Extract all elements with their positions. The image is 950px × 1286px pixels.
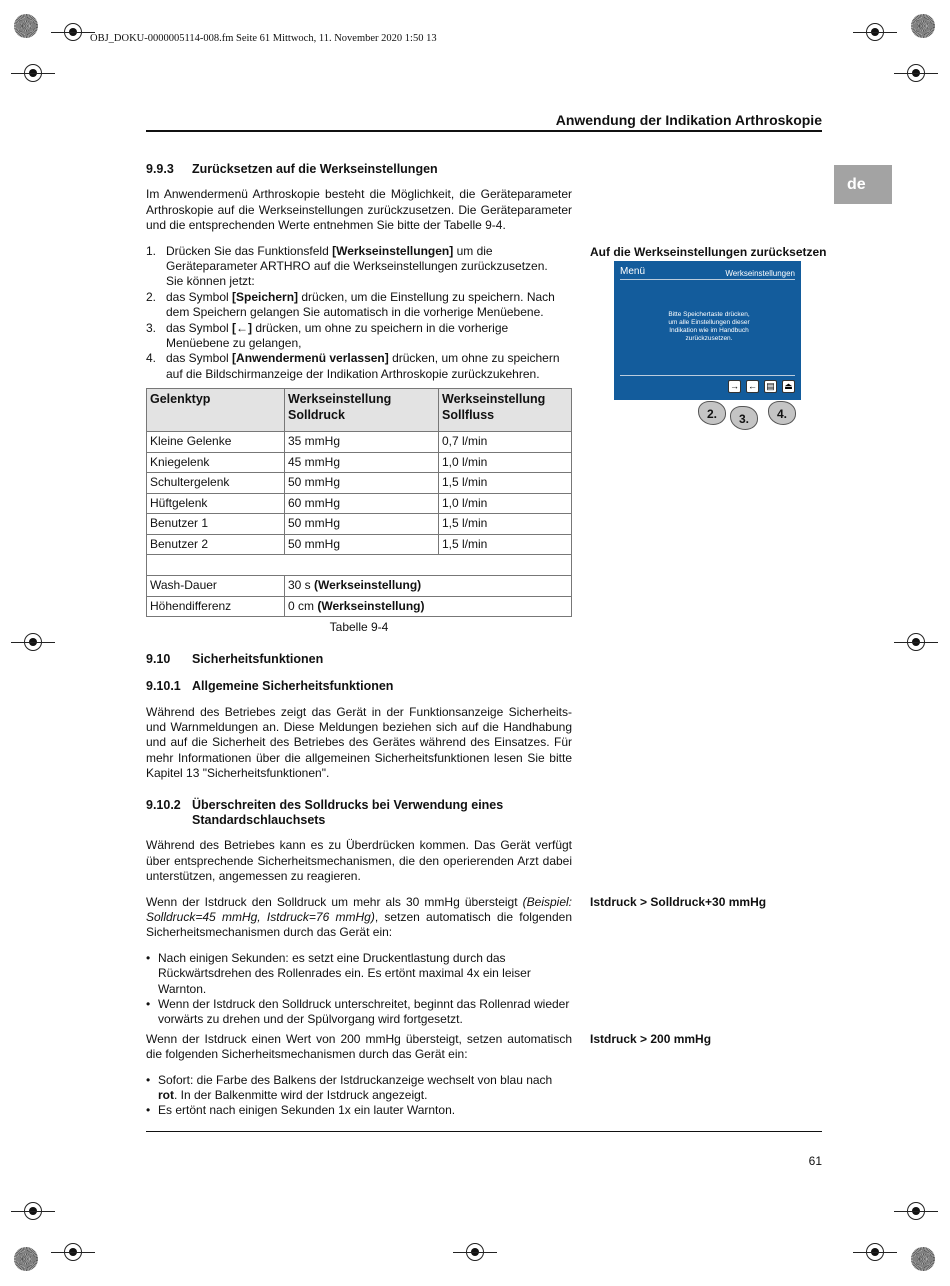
bullet-list (146, 951, 572, 1028)
table-header-row: Gelenktyp Werkseinstellung Solldruck Werkseinstellung Sollfluss (147, 389, 572, 432)
section-9-9-3 (146, 162, 572, 382)
eject-icon[interactable]: ⏏ (782, 380, 795, 393)
list-item: • Es ertönt nach einigen Sekunden 1x ein lauter Warnton. (146, 1103, 456, 1118)
figure-caption: Auf die Werkseinstellungen zurücksetzen (590, 245, 827, 259)
table-row: Wash-Dauer 30 s (Werkseinstellung) (147, 576, 572, 597)
screen-title: Werkseinstellungen (725, 269, 795, 278)
crop-mark (907, 633, 925, 651)
step-item: 4. das Symbol [Anwendermenü verlassen] drücken, um ohne zu speichern auf die Bildschirmanzeige der Indikation Arthroskopie zurückzukehren. (146, 351, 560, 381)
table-row: Höhendifferenz 0 cm (Werkseinstellung) (147, 596, 572, 617)
crop-mark (866, 1243, 884, 1261)
section-heading: 9.10.2 Überschreiten des Solldrucks bei Verwendung eines Standardschlauchsets (146, 797, 504, 827)
running-title: Anwendung der Indikation Arthroskopie (555, 112, 822, 128)
crop-mark (24, 64, 42, 82)
table-row: Schultergelenk 50 mmHg 1,5 l/min (147, 473, 572, 494)
callout-hand-3: 3. (730, 406, 758, 430)
exit-menu-icon[interactable]: → (730, 381, 739, 391)
registration-disk (14, 14, 38, 38)
bullet-list (146, 1073, 572, 1119)
save-icon[interactable]: ▤ (764, 380, 777, 393)
page-number: 61 (808, 1154, 822, 1168)
step-item: 2. das Symbol [Speichern] drücken, um die Einstellung zu speichern. Nach dem Speichern gelangen Sie automatisch in die vorherige Menüebene. (146, 289, 555, 320)
step-item: 1. Drücken Sie das Funktionsfeld [Werkseinstellungen] um die Geräteparameter ARTHRO auf die Werkseinstellungen zurückzusetzen. (146, 243, 548, 274)
side-note: Istdruck > Solldruck+30 mmHg (590, 894, 767, 909)
step-item: Sie können jetzt: (166, 274, 255, 289)
paragraph: Wenn der Istdruck den Solldruck um mehr als 30 mmHg übersteigt (Beispiel: Solldruck=45 mmHg, Istdruck=76 mmHg), setzen automatisch die folgenden Sicherheitsmechanismen durch das Gerät ein: (146, 894, 572, 940)
registration-disk (911, 14, 935, 38)
crop-mark (64, 23, 82, 41)
list-item: • Nach einigen Sekunden: es setzt eine Druckentlastung durch das Rückwärtsdrehen des Rollenrades ein. Es ertönt maximal 4x ein leiser Warnton. (146, 950, 531, 996)
header-rule (146, 130, 822, 132)
section-heading: 9.9.3 Zurücksetzen auf die Werkseinstellungen (146, 162, 438, 176)
crop-mark (866, 23, 884, 41)
paragraph: Während des Betriebes kann es zu Überdrücken kommen. Das Gerät verfügt über entsprechende Sicherheitsmechanismen, die den operierenden Arzt dabei unterstützen, angemessen zu reagieren. (146, 838, 572, 884)
step-list (146, 244, 572, 383)
registration-disk (911, 1247, 935, 1271)
factory-settings-table (146, 388, 572, 617)
footer-rule (146, 1131, 822, 1132)
print-header: OBJ_DOKU-0000005114-008.fm Seite 61 Mittwoch, 11. November 2020 1:50 13 (90, 33, 437, 44)
crop-mark (24, 633, 42, 651)
section-heading: 9.10 Sicherheitsfunktionen (146, 651, 324, 666)
language-tab: de (834, 165, 892, 204)
registration-disk (14, 1247, 38, 1271)
crop-mark (466, 1243, 484, 1261)
table-row: Kleine Gelenke 35 mmHg 0,7 l/min (147, 432, 572, 453)
device-screen (614, 261, 801, 400)
screen-message: Bitte Speichertaste drücken, um alle Einstellungen dieser Indikation wie im Handbuch zurückzusetzen. (668, 311, 750, 342)
step-item: 3. das Symbol [←] drücken, um ohne zu speichern in die vorherige Menüebene zu gelangen, (146, 320, 509, 351)
crop-mark (24, 1202, 42, 1220)
crop-mark (907, 1202, 925, 1220)
list-item: • Wenn der Istdruck den Solldruck unterschreitet, beginnt das Rollenrad wieder vorwärts zu drehen und der Spülvorgang wird fortgesetzt. (146, 997, 570, 1027)
side-note: Istdruck > 200 mmHg (590, 1031, 712, 1046)
section-heading: 9.10.1 Allgemeine Sicherheitsfunktionen (146, 679, 394, 694)
callout-hand-2: 2. (698, 401, 726, 425)
table-row: Benutzer 2 50 mmHg 1,5 l/min (147, 534, 572, 555)
intro-paragraph: Im Anwendermenü Arthroskopie besteht die Möglichkeit, die Geräteparameter Arthroskopie auf die Werkseinstellungen zurückzusetzen. Die Geräteparameter und die entsprechenden Werte entnehmen Sie bitte der Tabelle 9-4. (146, 187, 572, 233)
back-arrow-icon[interactable]: ← (748, 381, 757, 391)
paragraph: Während des Betriebes zeigt das Gerät in der Funktionsanzeige Sicherheits- und Warnmeldungen an. Diese Meldungen beziehen sich auf die Handhabung und auf die Sicherheit des Betriebes des Gerätes während des Einsatzes. Für mehr Informationen über die allgemeinen Sicherheitsfunktionen lesen Sie bitte Kapitel 13 "Sicherheitsfunktionen". (146, 704, 572, 781)
list-item: • Sofort: die Farbe des Balkens der Istdruckanzeige wechselt von blau nach rot. In der Balkenmitte wird der Istdruck angezeigt. (146, 1072, 553, 1103)
crop-mark (907, 64, 925, 82)
table-row: Hüftgelenk 60 mmHg 1,0 l/min (147, 493, 572, 514)
table-row: Kniegelenk 45 mmHg 1,0 l/min (147, 452, 572, 473)
menu-label: Menü (620, 266, 646, 277)
callout-hand-4: 4. (768, 401, 796, 425)
crop-mark (64, 1243, 82, 1261)
table-caption: Tabelle 9-4 (329, 620, 389, 635)
table-row: Benutzer 1 50 mmHg 1,5 l/min (147, 514, 572, 535)
paragraph: Wenn der Istdruck einen Wert von 200 mmHg übersteigt, setzen automatisch die folgenden Sicherheitsmechanismen durch das Gerät ein: (146, 1031, 572, 1062)
